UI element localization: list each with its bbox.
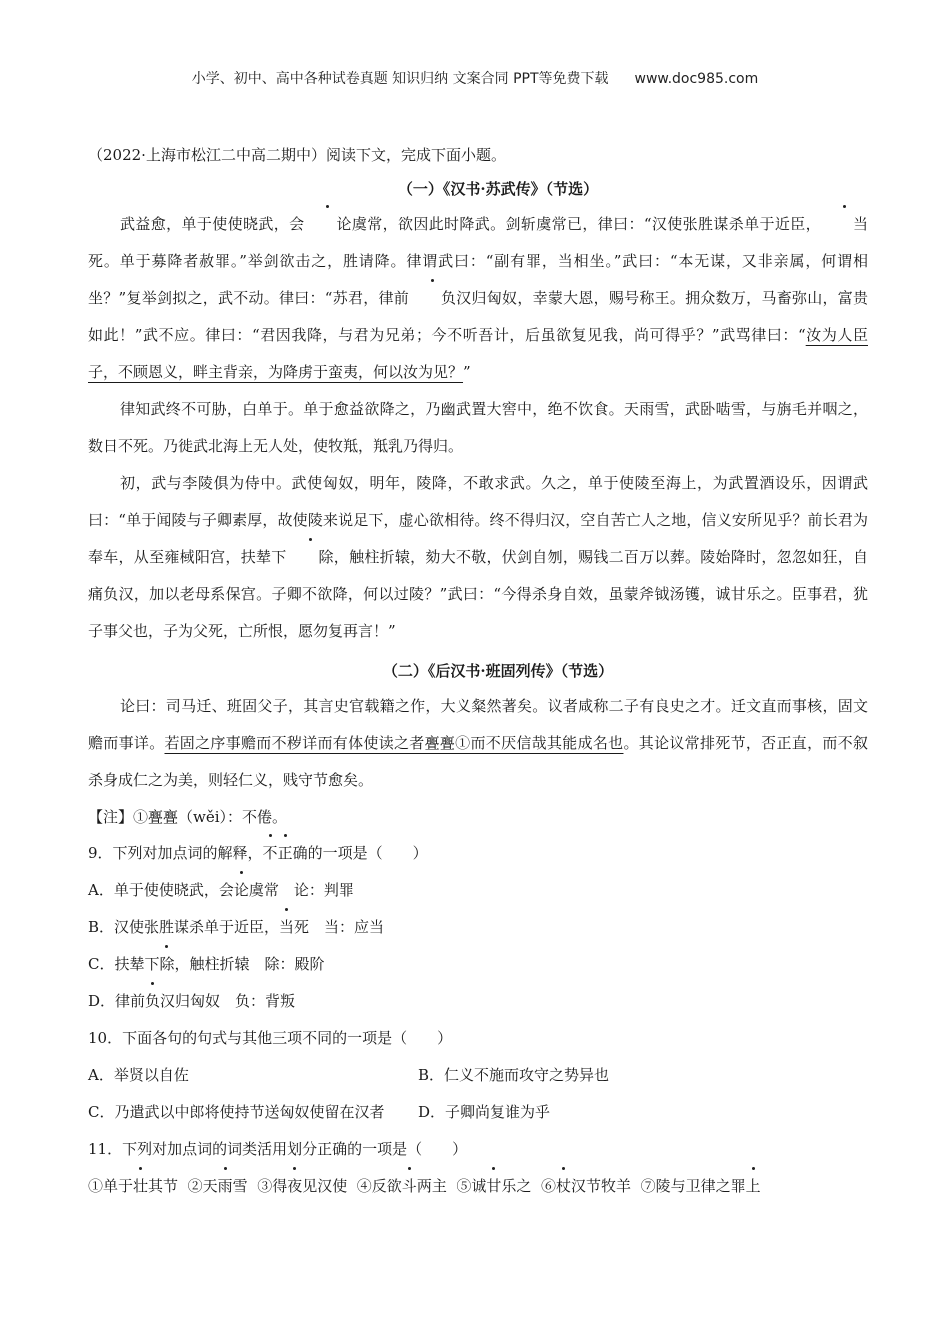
text-run: ④反欲 bbox=[356, 1177, 402, 1195]
underlined-sentence: 若固之序事赡而不秽详而有体使读之者亹亹①而不厌信哉其能成名也 bbox=[164, 734, 624, 752]
text-run: ③得 bbox=[257, 1177, 288, 1195]
question-9-option-d bbox=[88, 983, 868, 1020]
text-run: ②天 bbox=[187, 1177, 218, 1195]
text-run: 武益愈，单于使使晓武，会 bbox=[120, 215, 305, 233]
text-run: B．汉使张胜谋杀单于近臣， bbox=[88, 918, 280, 936]
text-run: 死。单于募降者赦罪。”举剑欲击之，胜请降。律谓武曰：“副有罪，当相坐。”武曰：“本无谋，又非亲属，何谓相坐？”复举剑拟之，武不动。律曰：“苏君，律前 bbox=[88, 252, 868, 307]
underlined-sentence: 汝为人臣子，不顾恩义，畔主背亲，为降虏于蛮夷，何以汝为见？ bbox=[88, 326, 868, 381]
dotted-word: 当 bbox=[821, 206, 868, 243]
page-header bbox=[0, 68, 950, 88]
dotted-word: 雨 bbox=[218, 1168, 233, 1205]
dotted-word: 上 bbox=[746, 1168, 761, 1205]
text-run: ⑥ bbox=[540, 1177, 556, 1195]
question-10-stem: 10．下面各句的句式与其他三项不同的一项是（ ） bbox=[88, 1029, 453, 1047]
question-10-row-1 bbox=[88, 1057, 868, 1094]
question-9-stem bbox=[88, 835, 868, 872]
question-10-option-b: B．仁义不施而攻守之势异也 bbox=[418, 1066, 610, 1084]
text-run: 。其论议常排死节，否正直，而不叙杀身成仁之为美，则轻仁义，贱守节愈矣。 bbox=[88, 734, 868, 789]
question-10-option-d: D．子卿尚复谁为乎 bbox=[418, 1103, 551, 1121]
text-run: ①单于 bbox=[88, 1177, 134, 1195]
dotted-word: 正 bbox=[278, 835, 293, 872]
text-run: 确的一项是（ ） bbox=[292, 844, 428, 862]
dotted-word: 壮 bbox=[133, 1168, 148, 1205]
text-run: 虞常，欲因此时降武。剑斩虞常已，律曰：“汉使张胜谋杀单于近臣， bbox=[351, 215, 821, 233]
text-run: 死 当：应当 bbox=[294, 918, 385, 936]
document-body bbox=[88, 142, 868, 1205]
text-run: D．律前 bbox=[88, 992, 146, 1010]
footnote: 【注】①亹亹（wěi）：不倦。 bbox=[88, 808, 288, 826]
passage1-title: （一）《汉书·苏武传》（节选） bbox=[397, 180, 599, 198]
text-run: 见汉使 bbox=[302, 1177, 348, 1195]
text-run: 雪 bbox=[232, 1177, 248, 1195]
text-run: C．扶辇下 bbox=[88, 955, 160, 973]
dotted-word: 除 bbox=[287, 539, 334, 576]
dotted-word: 斗 bbox=[402, 1168, 417, 1205]
passage1-paragraph-3 bbox=[88, 465, 868, 650]
text-run: A．单于使使晓武，会 bbox=[88, 881, 234, 899]
text-run: 9．下列对加点词的解释， bbox=[88, 844, 263, 862]
passage2-paragraph-1 bbox=[88, 688, 868, 799]
dotted-word: 当 bbox=[279, 909, 294, 946]
text-run: 乐之 bbox=[501, 1177, 532, 1195]
passage2-title: （二）《后汉书·班固列传》（节选） bbox=[382, 662, 614, 680]
text-run: 虞常 论：判罪 bbox=[248, 881, 354, 899]
question-10-option-a: A．举贤以自佐 bbox=[88, 1066, 189, 1084]
question-9-option-c bbox=[88, 946, 868, 983]
dotted-word: 杖 bbox=[556, 1168, 571, 1205]
text-run: 汉归匈奴，幸蒙大恩，赐号称王。拥众数万，马畜弥山，富贵如此！”武不应。律曰：“君因我降，与君为兄弟；今不听吾计，后虽欲复见我，尚可得乎？”武骂律曰：“ bbox=[88, 289, 868, 344]
header-site-link[interactable]: www.doc985.com bbox=[634, 71, 759, 87]
question-11-items bbox=[88, 1168, 868, 1205]
question-10-option-c: C．乃遣武以中郎将使持节送匈奴使留在汉者 bbox=[88, 1103, 385, 1121]
dotted-word: 负 bbox=[409, 280, 456, 317]
dotted-word: 论 bbox=[234, 872, 249, 909]
question-10-row-2 bbox=[88, 1094, 868, 1131]
passage1-paragraph-1 bbox=[88, 206, 868, 391]
dotted-word: 负 bbox=[145, 983, 160, 1020]
text-run: ” bbox=[463, 363, 471, 381]
text-run: 其节 bbox=[148, 1177, 179, 1195]
dotted-word: 论 bbox=[304, 206, 351, 243]
question-9-option-b bbox=[88, 909, 868, 946]
text-run: 论曰：司马迁、班固父子，其言史官载籍之作，大义粲然著矣。议者咸称二子有良史之才。迁文直而事核，固文赡而事详。 bbox=[88, 697, 868, 752]
text-run: 两主 bbox=[416, 1177, 447, 1195]
text-run: ⑦陵与卫律之罪 bbox=[640, 1177, 746, 1195]
text-run: ⑤诚 bbox=[456, 1177, 487, 1195]
text-run: ，触柱折辕，劾大不敬，伏剑自刎，赐钱二百万以葬。陵始降时，忽忽如狂，自痛负汉，加以老母系保宫。子卿不欲降，何以过陵？”武曰：“今得杀身自效，虽蒙斧钺汤镬，诚甘乐之。臣事君，犹子事父也，子为父死，亡所恨，愿勿复再言！” bbox=[88, 548, 868, 640]
text-run: ，触柱折辕 除：殿阶 bbox=[174, 955, 325, 973]
intro-line: （2022·上海市松江二中高二期中）阅读下文，完成下面小题。 bbox=[88, 146, 506, 164]
dotted-word: 除 bbox=[159, 946, 174, 983]
question-11-stem: 11．下列对加点词的词类活用划分正确的一项是（ ） bbox=[88, 1140, 468, 1158]
text-run: 初，武与李陵俱为侍中。武使匈奴，明年，陵降，不敢求武。久之，单于使陵至海上，为武置酒设乐，因谓武曰：“单于闻陵与子卿素厚，故使陵来说足下，虚心欲相待。终不得归汉，空自苦亡人之地，信义安所见乎？前长君为奉车，从至雍棫阳宫，扶辇下 bbox=[88, 474, 868, 566]
header-text: 小学、初中、高中各种试卷真题 知识归纳 文案合同 PPT等免费下载 bbox=[191, 71, 609, 87]
text-run: 汉归匈奴 负：背叛 bbox=[160, 992, 296, 1010]
text-run: 汉节牧羊 bbox=[571, 1177, 632, 1195]
passage1-paragraph-2: 律知武终不可胁，白单于。单于愈益欲降之，乃幽武置大窖中，绝不饮食。天雨雪，武卧啮雪，与旃毛并咽之，数日不死。乃徙武北海上无人处，使牧羝，羝乳乃得归。 bbox=[88, 400, 868, 455]
dotted-word: 夜 bbox=[287, 1168, 302, 1205]
question-9-option-a bbox=[88, 872, 868, 909]
dotted-word: 甘 bbox=[486, 1168, 501, 1205]
dotted-word: 不 bbox=[263, 835, 278, 872]
